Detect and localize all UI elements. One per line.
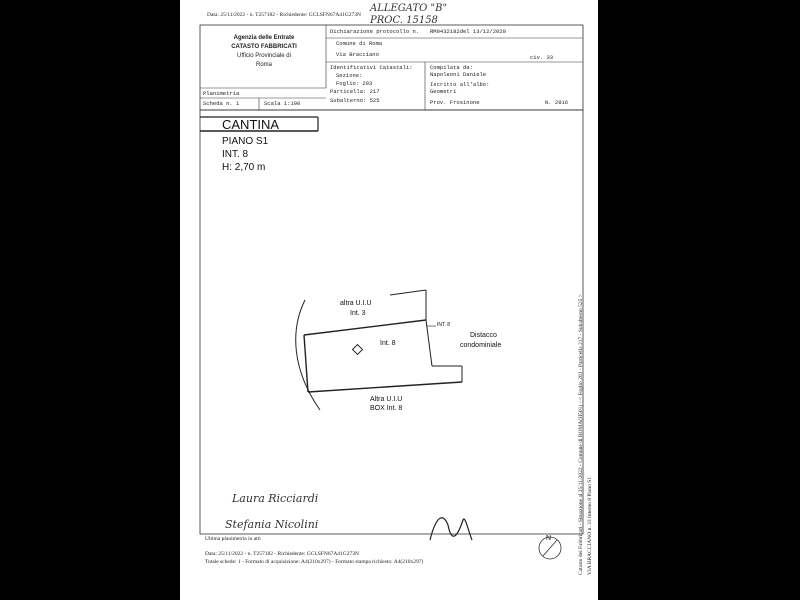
- label-condominiale: condominiale: [460, 342, 502, 349]
- subalterno: Subalterno: 525: [330, 97, 380, 104]
- civico: civ. 33: [530, 54, 554, 61]
- footer-line-1: Data: 25/11/2022 - n. T257182 - Richiedente: GCLSFN67A41G273N: [205, 551, 359, 557]
- catasto-title: CATASTO FABBRICATI: [231, 44, 297, 50]
- ufficio-label: Ufficio Provinciale di: [237, 53, 291, 59]
- provincia: Prov. Frosinone: [430, 99, 480, 106]
- identificativi-title: Identificativi Catastali:: [330, 64, 413, 71]
- scala: Scala 1:100: [264, 100, 301, 107]
- compilata-name: Napoleoni Daniele: [430, 71, 487, 78]
- north-label: N: [546, 535, 552, 542]
- planimetria-title: Planimetria: [203, 90, 240, 97]
- sezione: Sezione:: [336, 72, 363, 79]
- drawing-interno: INT. 8: [222, 149, 249, 160]
- signature-2: Stefania Nicolini: [225, 518, 319, 531]
- label-int8-arrow: INT. 8: [437, 322, 451, 328]
- signature-1: Laura Ricciardi: [232, 492, 319, 505]
- document-page: [180, 0, 598, 600]
- comune: Comune di Roma: [336, 40, 383, 47]
- footer-ultima: Ultima planimetria in atti: [205, 536, 261, 542]
- handwritten-allegato: ALLEGATO "B": [370, 3, 448, 14]
- albo-number: N. 2816: [545, 99, 569, 106]
- compilata-label: Compilata da:: [430, 64, 473, 71]
- header-request-line: Data: 25/11/2022 - n. T257182 - Richiedente: GCLSFN67A41G273N: [207, 12, 361, 18]
- drawing-piano: PIANO S1: [222, 136, 269, 147]
- label-distacco: Distacco: [470, 332, 497, 339]
- side-text-1: Catasto dei Fabbricati - Situazione al 25/11/2022 - Comune di ROMA(H501) - < Foglio 203 - Particella 217 - Subalterno 525 >: [578, 294, 584, 575]
- drawing-height: H: 2,70 m: [222, 162, 266, 173]
- agency-name: Agenzia delle Entrate: [233, 35, 295, 41]
- protocol-label: Dichiarazione protocollo n.: [330, 28, 420, 35]
- label-int8-center: Int. 8: [380, 340, 396, 347]
- foglio: Foglio: 203: [336, 80, 373, 87]
- handwritten-proc: PROC. 15158: [370, 15, 438, 26]
- label-altra-uiu-top: altra U.I.U: [340, 300, 372, 307]
- form-lines: [180, 0, 598, 600]
- label-int3: Int. 3: [350, 310, 366, 317]
- side-text-2: VIA BRACCIANO n. 33 Interno 8 Piano S1: [587, 476, 593, 575]
- via: Via Bracciano: [336, 51, 379, 58]
- ufficio-city: Roma: [255, 62, 272, 68]
- scheda: Scheda n. 1: [203, 100, 240, 107]
- albo: Geometri: [430, 88, 457, 95]
- footer-line-2: Totale schede: 1 - Formato di acquisizione: A4(210x297) - Formato stampa richiesto: A4(210x297): [205, 559, 424, 565]
- drawing-title: CANTINA: [222, 117, 280, 132]
- label-altra-uiu-bottom: Altra U.I.U: [370, 396, 403, 403]
- label-box: BOX Int. 8: [370, 405, 403, 412]
- protocol-value: RM0432182del 13/12/2020: [430, 28, 506, 35]
- iscritto-label: Iscritto all'albo:: [430, 81, 490, 88]
- particella: Particella: 217: [330, 88, 380, 95]
